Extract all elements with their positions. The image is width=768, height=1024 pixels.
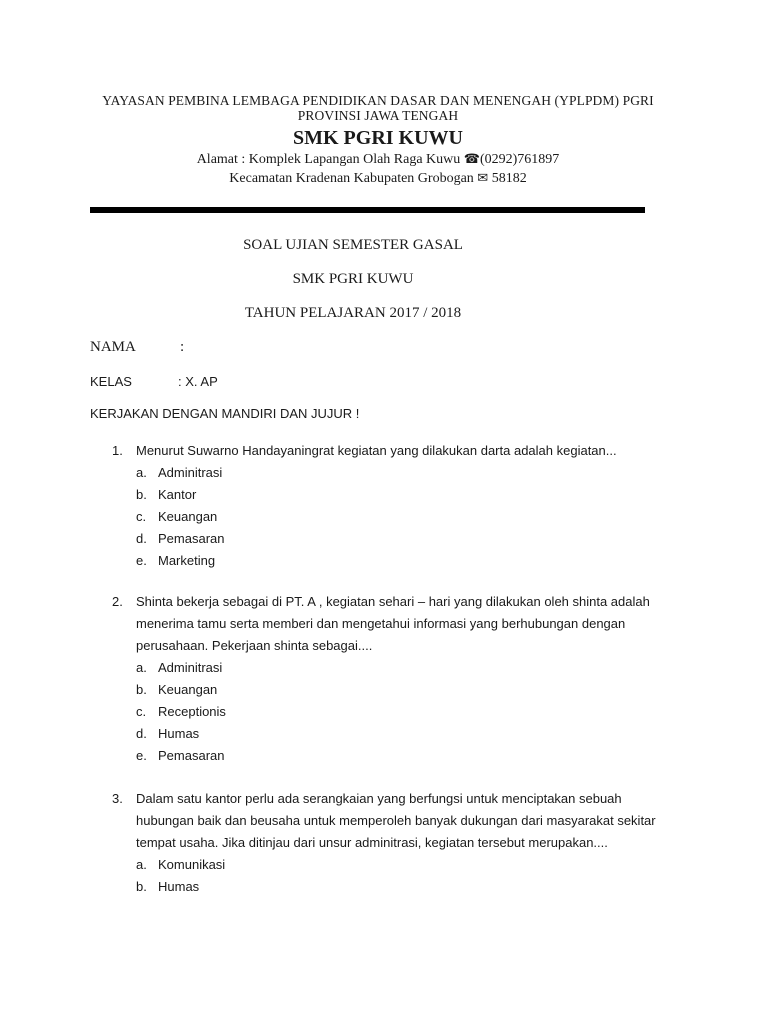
option-item xyxy=(136,745,682,767)
option-item xyxy=(136,484,682,506)
school-name: SMK PGRI KUWU xyxy=(293,127,463,149)
exam-year: TAHUN PELAJARAN 2017 / 2018 xyxy=(244,305,462,321)
question-number: 3. xyxy=(112,791,123,806)
telephone-icon: ☎ xyxy=(463,151,480,166)
option-item xyxy=(136,550,682,572)
exam-school: SMK PGRI KUWU xyxy=(292,271,414,287)
option-list xyxy=(136,657,682,767)
option-text: Humas xyxy=(158,879,200,894)
question-item xyxy=(112,591,682,767)
option-item xyxy=(136,528,682,550)
option-text: Keuangan xyxy=(158,509,218,524)
option-letter: a. xyxy=(136,857,147,872)
option-letter: d. xyxy=(136,531,147,546)
exam-title: SOAL UJIAN SEMESTER GASAL xyxy=(243,237,463,253)
address-text: Alamat : Komplek Lapangan Olah Raga Kuwu xyxy=(196,152,461,167)
option-item xyxy=(136,854,682,876)
option-text: Humas xyxy=(158,726,200,741)
class-field xyxy=(90,374,218,389)
option-text: Keuangan xyxy=(158,682,218,697)
address-line-1 xyxy=(90,150,666,169)
option-letter: b. xyxy=(136,487,147,502)
option-text: Pemasaran xyxy=(158,748,225,763)
option-letter: b. xyxy=(136,879,147,894)
address-line-2 xyxy=(90,169,666,188)
option-letter: a. xyxy=(136,660,147,675)
option-letter: e. xyxy=(136,748,147,763)
option-item xyxy=(136,506,682,528)
option-list xyxy=(136,854,682,898)
option-text: Komunikasi xyxy=(158,857,226,872)
option-text: Pemasaran xyxy=(158,531,225,546)
question-number: 2. xyxy=(112,594,123,609)
question-text: Menurut Suwarno Handayaningrat kegiatan yang dilakukan darta adalah kegiatan... xyxy=(136,443,617,458)
option-item xyxy=(136,679,682,701)
foundation-name: YAYASAN PEMBINA LEMBAGA PENDIDIKAN DASAR DAN MENENGAH (YPLPDM) PGRI PROVINSI JAWA TENGAH xyxy=(102,93,654,123)
option-text: Receptionis xyxy=(158,704,226,719)
question-item xyxy=(112,440,682,572)
option-letter: e. xyxy=(136,553,147,568)
question-item xyxy=(112,788,682,898)
option-item xyxy=(136,657,682,679)
address-block xyxy=(90,150,666,188)
class-label: KELAS xyxy=(90,374,132,389)
letterhead-divider xyxy=(90,207,645,213)
option-text: Marketing xyxy=(158,553,216,568)
option-letter: c. xyxy=(136,704,147,719)
option-item xyxy=(136,701,682,723)
option-item xyxy=(136,462,682,484)
option-letter: d. xyxy=(136,726,147,741)
question-number: 1. xyxy=(112,443,123,458)
name-field xyxy=(90,339,184,356)
name-value: : xyxy=(180,339,185,355)
envelope-icon: ✉ xyxy=(477,170,489,185)
option-list xyxy=(136,462,682,572)
class-value: : X. AP xyxy=(178,374,218,389)
phone-number: (0292)761897 xyxy=(479,152,560,167)
option-item xyxy=(136,723,682,745)
question-text: Dalam satu kantor perlu ada serangkaian yang berfungsi untuk menciptakan sebuah hubungan baik dan beusaha untuk memperoleh banyak dukungan dari masyarakat sekitar tempat usaha. Jika ditinjau dari unsur adminitrasi, kegiatan tersebut merupakan.... xyxy=(136,791,656,850)
name-label: NAMA xyxy=(90,339,136,355)
postal-code: 58182 xyxy=(491,171,527,186)
option-text: Adminitrasi xyxy=(158,465,223,480)
option-text: Kantor xyxy=(158,487,197,502)
option-text: Adminitrasi xyxy=(158,660,223,675)
district-text: Kecamatan Kradenan Kabupaten Grobogan xyxy=(229,171,474,186)
question-text: Shinta bekerja sebagai di PT. A , kegiatan sehari – hari yang dilakukan oleh shinta adalah menerima tamu serta memberi dan mengetahui informasi yang berhubungan dengan perusahaan. Pekerjaan shinta sebagai.... xyxy=(136,594,650,653)
option-letter: a. xyxy=(136,465,147,480)
option-letter: c. xyxy=(136,509,147,524)
instruction: KERJAKAN DENGAN MANDIRI DAN JUJUR ! xyxy=(90,406,360,421)
option-letter: b. xyxy=(136,682,147,697)
option-item xyxy=(136,876,682,898)
